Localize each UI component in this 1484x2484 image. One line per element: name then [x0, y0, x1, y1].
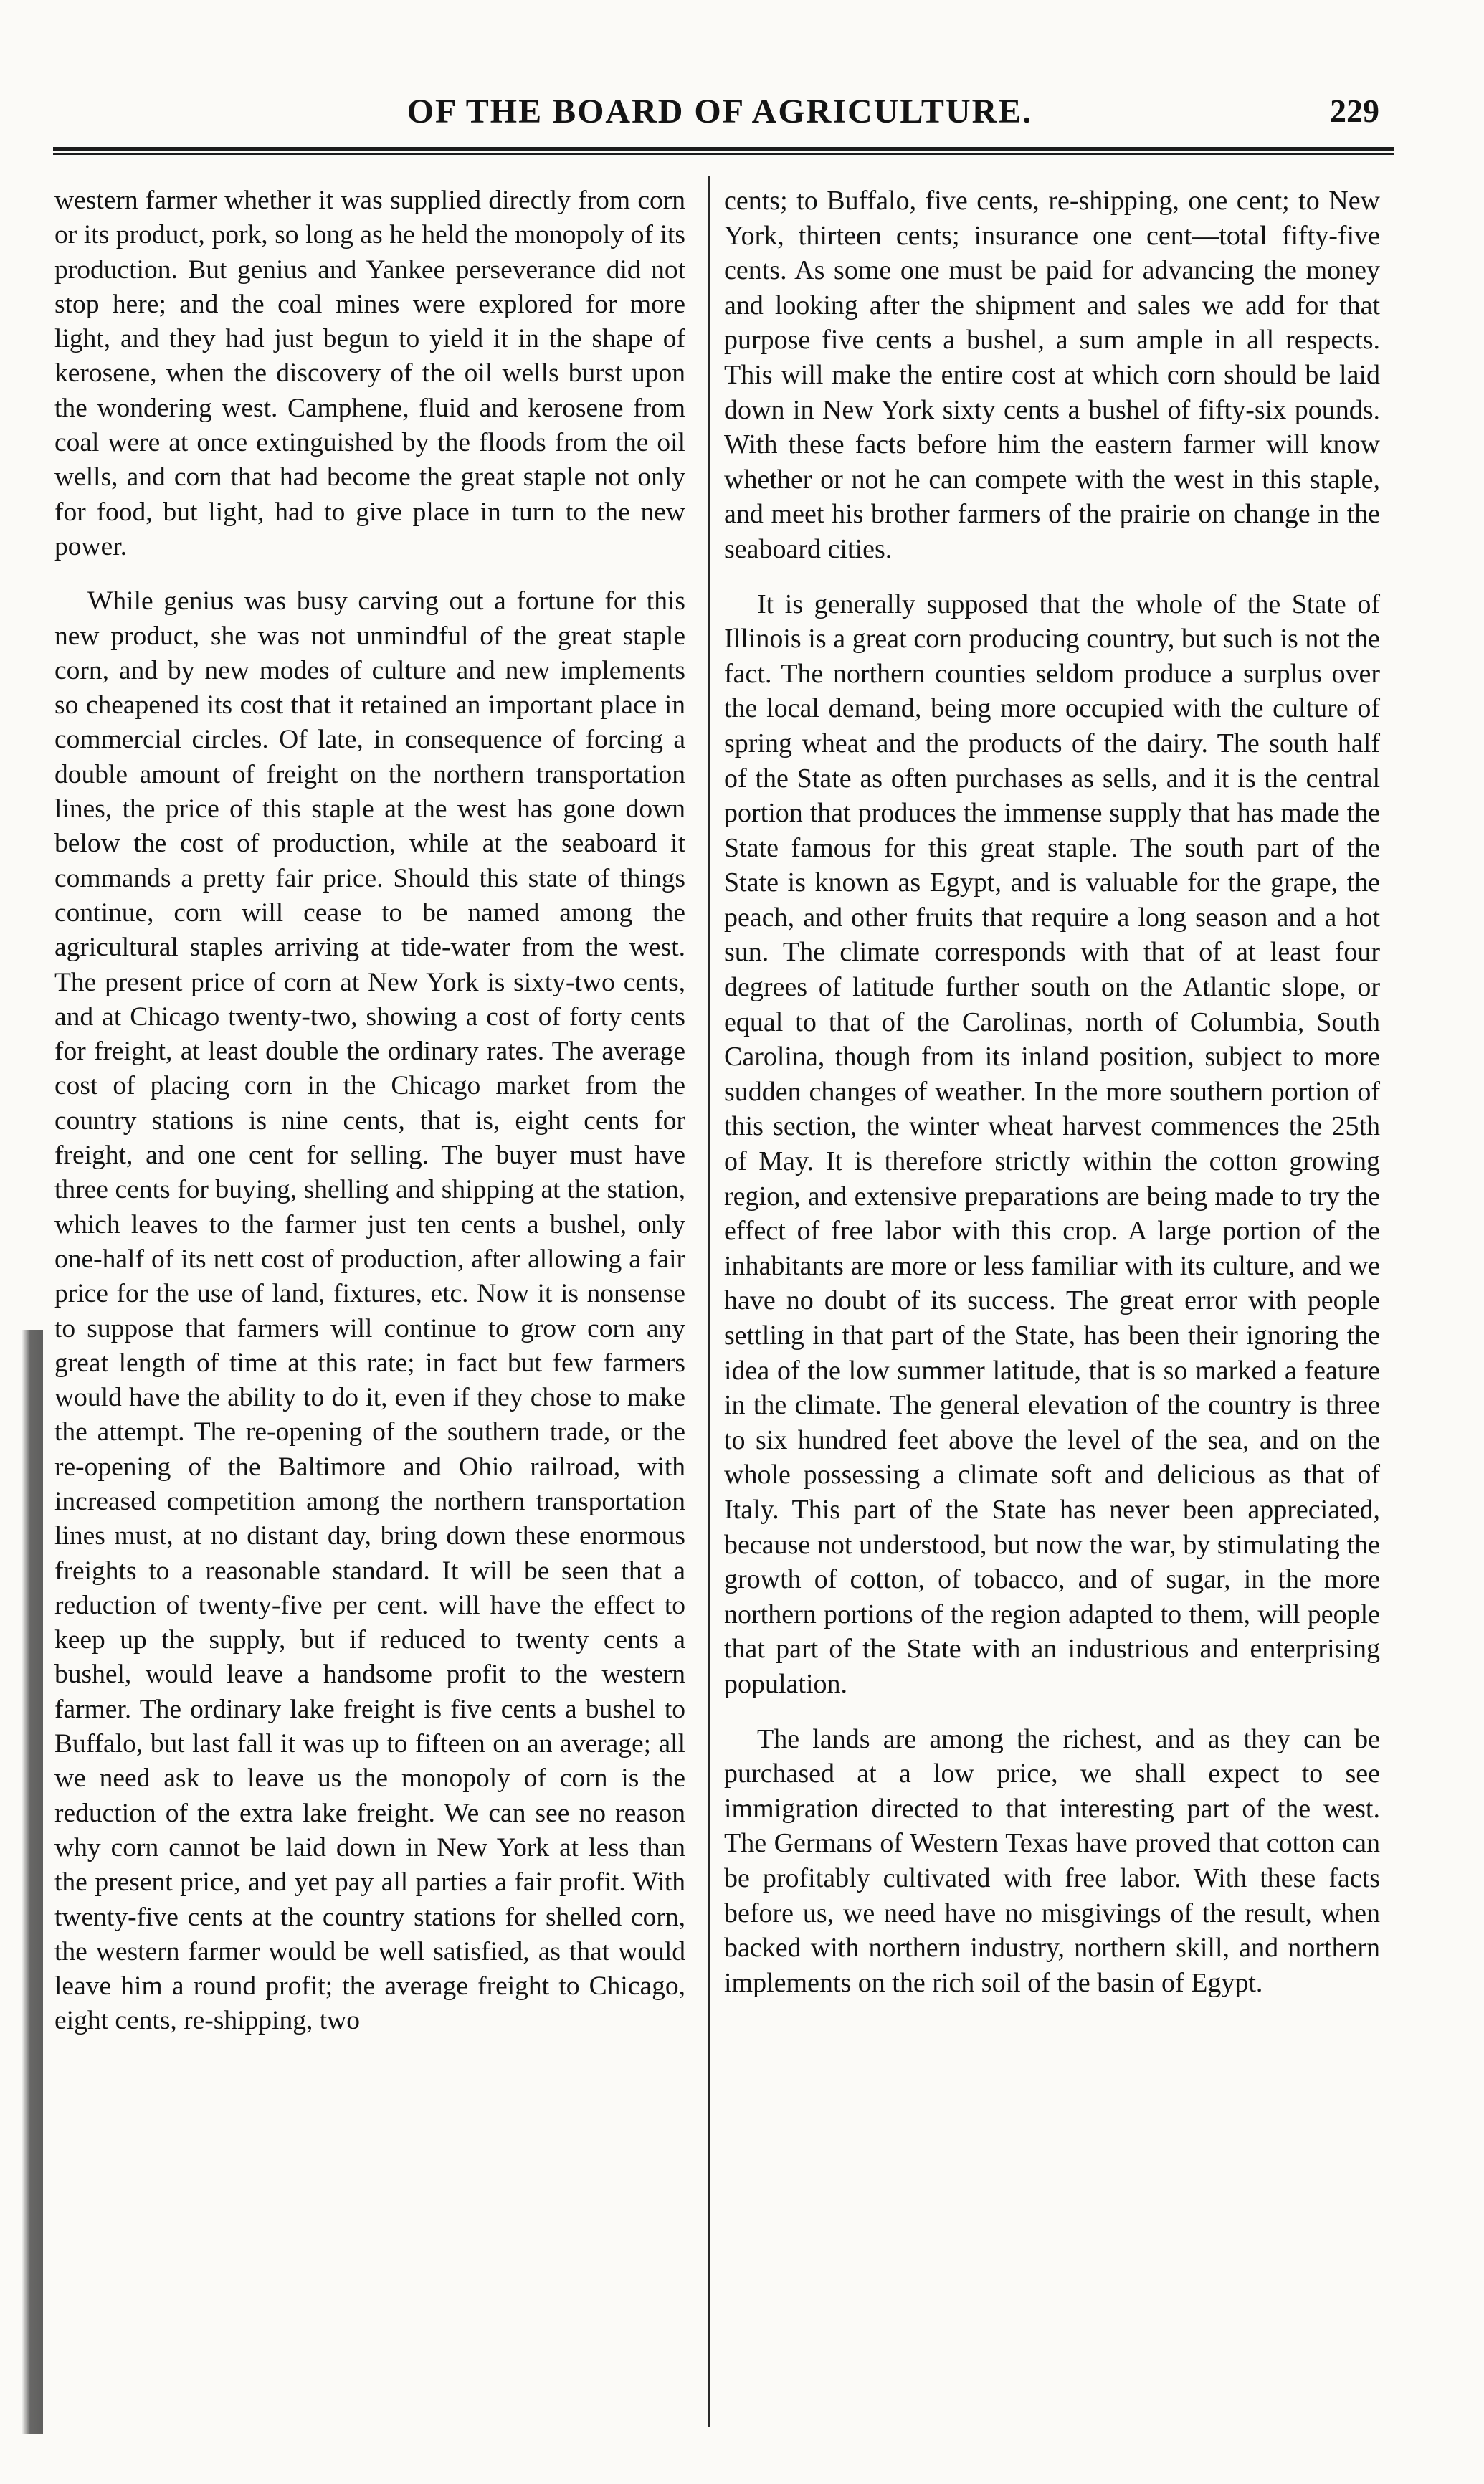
header-rule-thin — [53, 153, 1394, 155]
header-rule — [53, 147, 1394, 151]
page-number: 229 — [1330, 92, 1379, 129]
paragraph: While genius was busy carving out a fortune for this new product, she was not unmindful of the great staple corn, and by new modes of culture and new implements so cheapened its cost that it retained an important place in commercial circles. Of late, in consequence of forcing a double amount of freight on the northern transportation lines, the price of this staple at the west has gone down below the cost of production, while at the seaboard it commands a pretty fair price. Should this state of things continue, corn will cease to be named among the agricultural staples arriving at tide-water from the west. The present price of corn at New York is sixty-two cents, and at Chicago twenty-two, showing a cost of forty cents for freight, at least double the ordinary rates. The average cost of placing corn in the Chicago market from the country stations is nine cents, that is, eight cents for freight, and one cent for selling. The buyer must have three cents for buying, shelling and shipping at the station, which leaves to the farmer just ten cents a bushel, only one-half of its nett cost of production, after allowing a fair price for the use of land, fixtures, etc. Now it is nonsense to suppose that farmers will continue to grow corn any great length of time at this rate; in fact but few farmers would have the ability to do it, even if they chose to make the attempt. The re-opening of the southern trade, or the re-opening of the Baltimore and Ohio railroad, with increased competition among the northern transportation lines must, at no distant day, bring down these enormous freights to a reasonable standard. It will be seen that a reduction of twenty-five per cent. will have the effect to keep up the supply, but if reduced to twenty cents a bushel, would leave a handsome profit to the western farmer. The ordinary lake freight is five cents a bushel to Buffalo, but last fall it was up to fifteen on an average; all we need ask to leave us the monopoly of corn is the reduction of the extra lake freight. We can see no reason why corn cannot be laid down in New York at less than the present price, and yet pay all parties a fair profit. With twenty-five cents at the country stations for shelled corn, the western farmer would be well satisfied, as that would leave him a round profit; the average freight to Chicago, eight cents, re-shipping, two — [54, 586, 685, 2036]
paragraph: western farmer whether it was supplied directly from corn or its product, pork, so long as he held the monopoly of its production. But genius and Yankee perseverance did not stop here; and the coal mines were explored for more light, and they had just begun to yield it in the shape of kerosene, when the discovery of the oil wells burst upon the wondering west. Camphene, fluid and kerosene from coal were at once extinguished by the floods from the oil wells, and corn that had become the great staple not only for food, but light, had to give place in turn to the new power. — [54, 186, 685, 561]
column-divider — [708, 176, 710, 2427]
right-column — [724, 184, 1380, 2000]
page-header — [46, 85, 1394, 135]
running-head: OF THE BOARD OF AGRICULTURE. — [406, 92, 1033, 130]
paragraph: cents; to Buffalo, five cents, re-shipping, one cent; to New York, thirteen cents; insurance one cent—total fifty-five cents. As some one must be paid for advancing the money and looking after the shipment and sales we add for that purpose five cents a bushel, a sum ample in all respects. This will make the entire cost at which corn should be laid down in New York sixty cents a bushel of fifty-six pounds. With these facts before him the eastern farmer will know whether or not he can compete with the west in this staple, and meet his brother farmers of the prairie on change in the seaboard cities. — [724, 186, 1380, 564]
left-column — [54, 184, 685, 2039]
binding-shadow — [22, 1330, 43, 2434]
paragraph: It is generally supposed that the whole of the State of Illinois is a great corn producing country, but such is not the fact. The northern counties seldom produce a surplus over the local demand, being more occupied with the culture of spring wheat and the products of the dairy. The south half of the State as often purchases as sells, and it is the central portion that produces the immense supply that has made the State famous for this great staple. The south part of the State is known as Egypt, and is valuable for the grape, the peach, and other fruits that require a long season and a hot sun. The climate corresponds with that of at least four degrees of latitude further south on the Atlantic slope, or equal to that of the Carolinas, north of Columbia, South Carolina, though from its inland position, subject to more sudden changes of weather. In the more southern portion of this section, the winter wheat harvest commences the 25th of May. It is therefore strictly within the cotton growing region, and extensive preparations are being made to try the effect of free labor with this crop. A large portion of the inhabitants are more or less familiar with its culture, and we have no doubt of its success. The great error with people settling in that part of the State, has been their ignoring the idea of the low summer latitude, that is so marked a feature in the climate. The general elevation of the country is three to six hundred feet above the level of the sea, and on the whole possessing a climate soft and delicious as that of Italy. This part of the State has never been appreciated, because not understood, but now the war, by stimulating the growth of cotton, of tobacco, and of sugar, in the more northern portions of the region adapted to them, will people that part of the State with an industrious and enterprising population. — [724, 589, 1380, 1699]
paragraph: The lands are among the richest, and as they can be purchased at a low price, we shall expect to see immigration directed to that interesting part of the west. The Germans of Western Texas have proved that cotton can be profitably cultivated with free labor. With these facts before us, we need have no misgivings of the result, when backed with northern industry, northern skill, and northern implements on the rich soil of the basin of Egypt. — [724, 1723, 1380, 1998]
